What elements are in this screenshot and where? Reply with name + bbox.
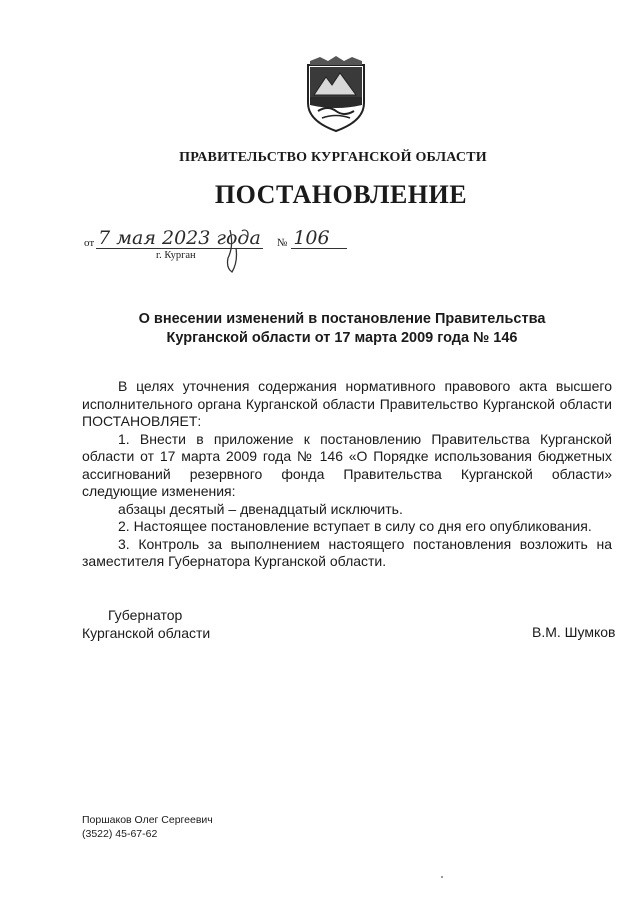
paragraph-preamble: В целях уточнения содержания нормативного правового акта высшего исполнительного органа Курганской области Правительство Курганской области ПОСТАНОВЛЯЕТ: bbox=[82, 378, 612, 429]
paragraph-item-1: 1. Внести в приложение к постановлению Правительства Курганской области от 17 марта 2009 года № 146 «О Порядке использования бюджетных ассигнований резервного фонда Правительства Курганской области» следующие изменения: bbox=[82, 430, 612, 499]
government-name: ПРАВИТЕЛЬСТВО КУРГАНСКОЙ ОБЛАСТИ bbox=[179, 150, 487, 165]
author-footer bbox=[82, 813, 213, 841]
subject-line-1: О внесении изменений в постановление Правительства bbox=[138, 311, 546, 327]
paragraph-item-3: 3. Контроль за выполнением настоящего постановления возложить на заместителя Губернатора Курганской области. bbox=[82, 535, 612, 569]
signatory-title-line-2: Курганской области bbox=[82, 625, 211, 641]
number-label: № bbox=[276, 237, 288, 249]
signatory-title-line-1: Губернатор bbox=[108, 607, 183, 623]
handwritten-date: 7 мая 2023 года bbox=[98, 227, 261, 249]
subject-heading bbox=[0, 310, 640, 348]
coat-of-arms-emblem bbox=[300, 55, 372, 135]
scan-speck bbox=[441, 876, 443, 878]
from-label: от bbox=[84, 237, 95, 249]
city-label: г. Курган bbox=[156, 250, 196, 261]
date-line bbox=[84, 228, 347, 249]
paragraph-item-1-detail: абзацы десятый – двенадцатый исключить. bbox=[118, 500, 403, 517]
signatory-title bbox=[82, 606, 210, 642]
ink-signature-mark bbox=[222, 228, 246, 276]
handwritten-number: 106 bbox=[291, 228, 347, 249]
document-type-title: ПОСТАНОВЛЕНИЕ bbox=[214, 180, 468, 209]
paragraph-item-2: 2. Настоящее постановление вступает в силу со дня его опубликования. bbox=[118, 518, 592, 534]
author-phone: (3522) 45-67-62 bbox=[82, 828, 158, 840]
author-name: Поршаков Олег Сергеевич bbox=[82, 814, 213, 826]
signatory-name: В.М. Шумков bbox=[532, 624, 616, 640]
subject-line-2: Курганской области от 17 марта 2009 года № 146 bbox=[166, 330, 518, 346]
document-body bbox=[82, 378, 612, 571]
